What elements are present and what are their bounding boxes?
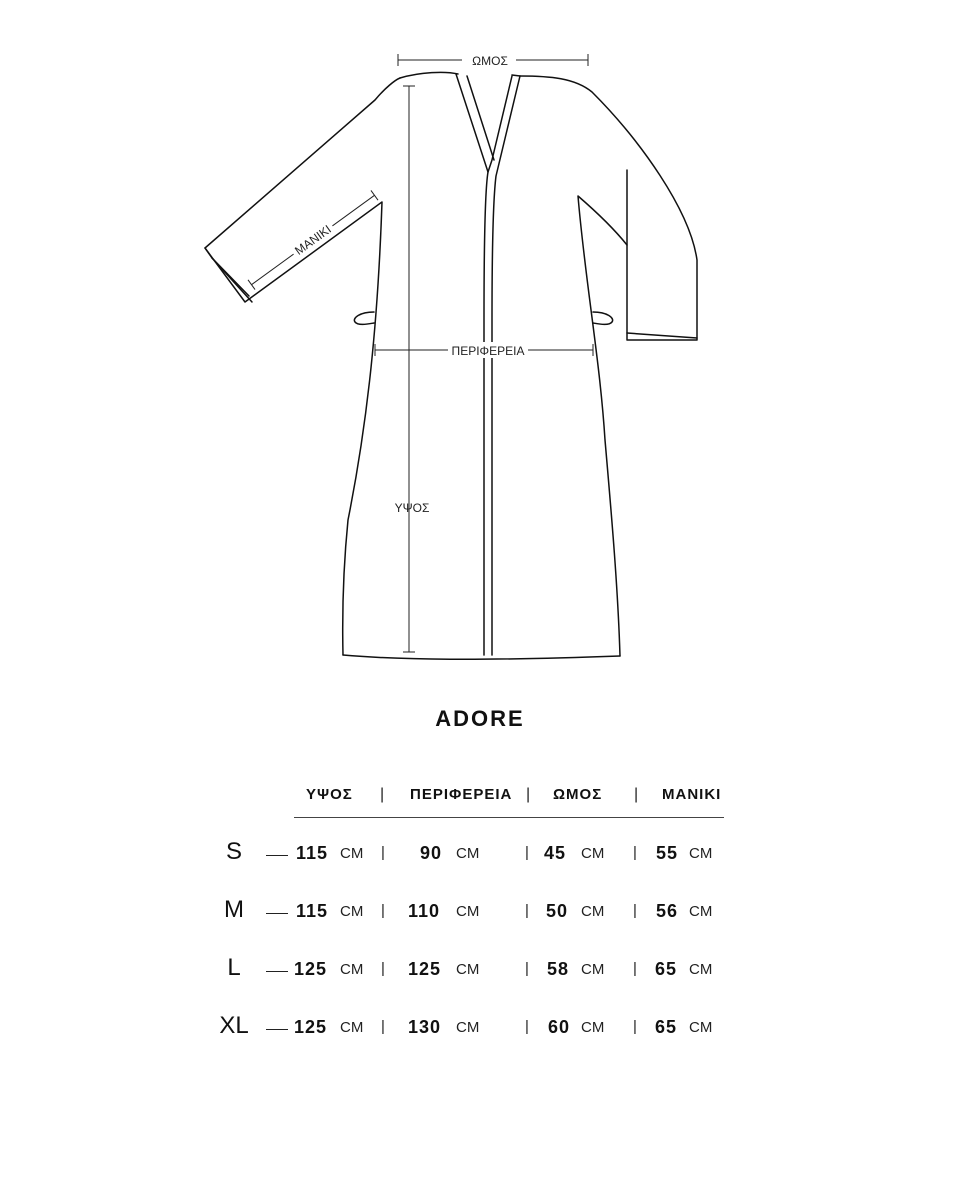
- unit: CM: [456, 845, 480, 862]
- header-separator: |: [526, 786, 531, 803]
- cell-separator: |: [633, 960, 637, 977]
- right-underarm: [578, 196, 627, 656]
- header-sleeve: ΜΑΝΙΚΙ: [662, 786, 722, 803]
- shoulder-value: 45: [544, 843, 567, 863]
- sleeve-value: 55: [656, 843, 679, 863]
- height-value: 115: [296, 901, 329, 921]
- size-label: XL: [219, 1012, 249, 1039]
- unit: CM: [581, 961, 605, 978]
- row-dash: [266, 855, 288, 856]
- sleeve-measure: [247, 189, 379, 291]
- cell-separator: |: [525, 1018, 529, 1035]
- height-value: 125: [294, 959, 328, 979]
- cell-separator: |: [381, 960, 385, 977]
- unit: CM: [689, 903, 713, 920]
- shoulder-value: 50: [546, 901, 569, 921]
- cell-separator: |: [525, 844, 529, 861]
- header-height: ΥΨΟΣ: [306, 786, 353, 803]
- shoulder-value: 58: [547, 959, 570, 979]
- cell-separator: |: [633, 1018, 637, 1035]
- unit: CM: [456, 1019, 480, 1036]
- height-label: ΥΨΟΣ: [394, 501, 430, 515]
- robe-shoulder-top-right: [512, 75, 520, 76]
- header-separator: |: [380, 786, 385, 803]
- size-label: S: [225, 838, 242, 865]
- cell-separator: |: [381, 902, 385, 919]
- shoulder-value: 60: [548, 1017, 571, 1037]
- product-title: ADORE: [435, 706, 525, 731]
- right-belt-loop: [593, 312, 613, 324]
- unit: CM: [581, 903, 605, 920]
- unit: CM: [581, 1019, 605, 1036]
- circumference-value: 125: [408, 959, 442, 979]
- shoulder-label: ΩΜΟΣ: [472, 54, 508, 68]
- unit: CM: [340, 961, 364, 978]
- header-separator: |: [634, 786, 639, 803]
- unit: CM: [456, 961, 480, 978]
- sleeve-value: 65: [655, 959, 678, 979]
- header-circumference: ΠΕΡΙΦΕΡΕΙΑ: [410, 786, 513, 803]
- cell-separator: |: [633, 844, 637, 861]
- left-belt-loop: [354, 312, 374, 324]
- sleeve-value: 65: [655, 1017, 678, 1037]
- robe-hem: [343, 655, 620, 659]
- circumference-measure: [375, 342, 593, 358]
- size-label: L: [227, 954, 241, 981]
- robe-collar-right: [492, 76, 520, 655]
- sleeve-label: ΜΑΝΙΚΙ: [292, 222, 334, 258]
- robe-left-outline: [205, 78, 400, 655]
- cell-separator: |: [381, 844, 385, 861]
- row-dash: [266, 913, 288, 914]
- robe-shoulder-top: [400, 72, 458, 78]
- left-sleeve-cuff-line: [212, 258, 249, 296]
- size-label: M: [224, 896, 244, 923]
- circumference-label: ΠΕΡΙΦΕΡΕΙΑ: [451, 344, 525, 358]
- row-dash: [266, 971, 288, 972]
- unit: CM: [689, 845, 713, 862]
- unit: CM: [581, 845, 605, 862]
- size-row-xl: [0, 1012, 960, 1046]
- cell-separator: |: [525, 960, 529, 977]
- circumference-value: 130: [408, 1017, 442, 1037]
- row-dash: [266, 1029, 288, 1030]
- unit: CM: [689, 1019, 713, 1036]
- height-measure: [395, 86, 430, 652]
- unit: CM: [340, 1019, 364, 1036]
- unit: CM: [456, 903, 480, 920]
- cell-separator: |: [525, 902, 529, 919]
- robe-collar-outer: [456, 74, 488, 655]
- size-row-l: [0, 954, 960, 988]
- header-shoulder: ΩΜΟΣ: [553, 786, 603, 803]
- size-row-s: [0, 838, 960, 872]
- height-value: 125: [294, 1017, 328, 1037]
- robe-right-outline: [520, 76, 697, 340]
- header-rule: [294, 817, 724, 818]
- unit: CM: [689, 961, 713, 978]
- cell-separator: |: [633, 902, 637, 919]
- circumference-value: 110: [408, 901, 441, 921]
- unit: CM: [340, 845, 364, 862]
- unit: CM: [340, 903, 364, 920]
- cell-separator: |: [381, 1018, 385, 1035]
- height-value: 115: [296, 843, 329, 863]
- right-sleeve-cuff: [627, 333, 697, 338]
- sleeve-value: 56: [656, 901, 679, 921]
- size-row-m: [0, 896, 960, 930]
- shoulder-measure: [398, 52, 588, 68]
- circumference-value: 90: [420, 843, 443, 863]
